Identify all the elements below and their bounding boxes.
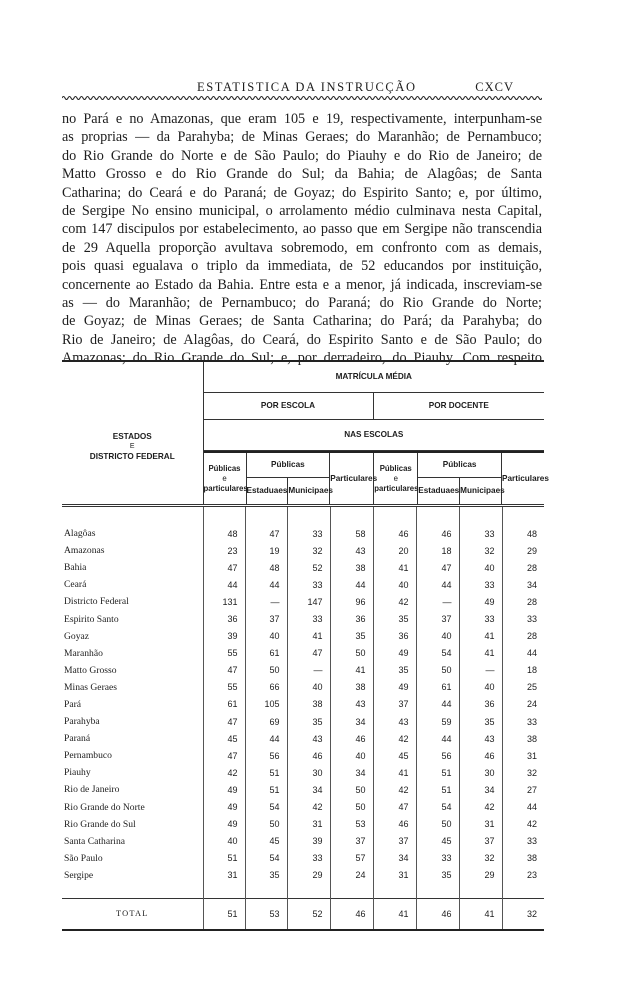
cell-value: 47 — [373, 799, 416, 816]
cell-value: 45 — [416, 833, 459, 850]
cell-value: 44 — [203, 576, 245, 593]
cell-value: 131 — [203, 593, 245, 610]
state-name: Ceará — [64, 579, 87, 591]
sub-header-block — [203, 451, 549, 506]
cell-value: 41 — [459, 645, 502, 662]
cell-value: 40 — [373, 576, 416, 593]
state-name: Minas Geraes — [64, 681, 118, 693]
header-publicas-e-particulares — [204, 452, 247, 504]
state-name: Paraná — [64, 733, 91, 745]
cell-value: 57 — [330, 850, 373, 867]
cell-value: 69 — [245, 713, 287, 730]
cell-value: 32 — [502, 764, 544, 781]
cell-value: 36 — [203, 610, 245, 627]
header-particulares: Particulares — [330, 452, 374, 504]
cell-value: 66 — [245, 679, 287, 696]
state-name: Espirito Santo — [64, 613, 119, 625]
table-row — [62, 799, 544, 816]
cell-value: 34 — [330, 713, 373, 730]
table-row — [62, 506, 544, 543]
cell-value: 47 — [287, 645, 330, 662]
cell-value: 37 — [459, 833, 502, 850]
enrollment-table — [62, 360, 549, 931]
states-header-line: DISTRICTO FEDERAL — [89, 452, 175, 461]
cell-value: 41 — [459, 628, 502, 645]
cell-value: 46 — [416, 506, 459, 543]
cell-value: 56 — [416, 747, 459, 764]
states-header-line: E — [129, 443, 135, 450]
header-publicas: Públicas — [246, 452, 330, 478]
cell-value: 24 — [502, 696, 544, 713]
table-row — [62, 610, 544, 627]
cell-value: 34 — [459, 781, 502, 798]
cell-value: 37 — [373, 833, 416, 850]
header-matricula-media: MATRÍCULA MÉDIA — [203, 361, 544, 393]
cell-value: — — [287, 662, 330, 679]
table-row — [62, 713, 544, 730]
cell-value: 45 — [203, 730, 245, 747]
cell-value: 32 — [287, 542, 330, 559]
cell-value: 42 — [373, 730, 416, 747]
table-row — [62, 867, 544, 899]
cell-value: 38 — [287, 696, 330, 713]
cell-value: 48 — [203, 506, 245, 543]
text-line: concernente ao Estado da Bahia. Entre esta e a menor, já indicada, inscreviam-se — [62, 276, 542, 293]
cell-value: 45 — [373, 747, 416, 764]
text-line: de Sergipe No ensino municipal, o arrolamento médio culminava nesta Capital, — [62, 203, 542, 220]
cell-value: 34 — [373, 850, 416, 867]
table-row — [62, 850, 544, 867]
table-row — [62, 816, 544, 833]
cell-value: 40 — [459, 559, 502, 576]
cell-value: 28 — [502, 559, 544, 576]
cell-value: 44 — [416, 576, 459, 593]
cell-value: 49 — [203, 799, 245, 816]
cell-value: 47 — [203, 747, 245, 764]
state-name: Bahia — [64, 562, 87, 574]
cell-value: 34 — [502, 576, 544, 593]
cell-value: 44 — [502, 645, 544, 662]
state-name: Rio Grande do Norte — [64, 801, 145, 813]
cell-value: 31 — [203, 867, 245, 899]
cell-value: 54 — [245, 850, 287, 867]
cell-value: — — [416, 593, 459, 610]
cell-value: 50 — [330, 781, 373, 798]
text-line: no Pará e no Amazonas, que eram 105 e 19, respectivamente, interpunham-se — [62, 111, 542, 127]
header-pp-line: e — [393, 473, 398, 483]
cell-value: 23 — [502, 867, 544, 899]
cell-value: 33 — [287, 506, 330, 543]
total-row — [62, 898, 544, 930]
cell-value: 49 — [459, 593, 502, 610]
header-pp-line: particulares — [374, 483, 419, 493]
cell-value: 38 — [330, 559, 373, 576]
cell-value: 18 — [502, 662, 544, 679]
total-value: 41 — [373, 898, 416, 930]
table-row — [62, 764, 544, 781]
header-estaduaes: Estaduaes — [418, 478, 460, 505]
total-label: TOTAL — [62, 898, 203, 930]
total-value: 52 — [287, 898, 330, 930]
cell-value: 46 — [373, 816, 416, 833]
cell-value: 43 — [287, 730, 330, 747]
state-name: Parahyba — [64, 716, 100, 728]
cell-value: 55 — [203, 645, 245, 662]
cell-value: 35 — [287, 713, 330, 730]
cell-value: 35 — [416, 867, 459, 899]
cell-value: 33 — [502, 713, 544, 730]
state-name: Amazonas — [64, 545, 105, 557]
cell-value: 36 — [459, 696, 502, 713]
table-row — [62, 593, 544, 610]
cell-value: 29 — [502, 542, 544, 559]
cell-value: 30 — [459, 764, 502, 781]
cell-value: 49 — [203, 781, 245, 798]
table-row — [62, 559, 544, 576]
state-name: Goyaz — [64, 630, 90, 642]
table-row — [62, 781, 544, 798]
cell-value: 50 — [245, 662, 287, 679]
header-por-docente: POR DOCENTE — [373, 393, 544, 420]
cell-value: 19 — [245, 542, 287, 559]
table-row — [62, 542, 544, 559]
cell-value: 55 — [203, 679, 245, 696]
cell-value: 33 — [459, 610, 502, 627]
cell-value: 31 — [373, 867, 416, 899]
state-name: Piauhy — [64, 767, 91, 779]
page-header — [62, 78, 542, 108]
cell-value: 33 — [287, 850, 330, 867]
cell-value: 96 — [330, 593, 373, 610]
cell-value: 32 — [459, 542, 502, 559]
cell-value: 32 — [459, 850, 502, 867]
state-name: Pernambuco — [64, 750, 112, 762]
cell-value: 47 — [203, 662, 245, 679]
table-row — [62, 662, 544, 679]
cell-value: 54 — [416, 799, 459, 816]
cell-value: 43 — [330, 542, 373, 559]
text-line: Matto Grosso e do Rio Grande do Sul; da Bahia; de Alagôas; de Santa — [62, 166, 542, 183]
cell-value: 33 — [502, 833, 544, 850]
cell-value: 41 — [373, 764, 416, 781]
cell-value: 39 — [287, 833, 330, 850]
cell-value: 35 — [373, 610, 416, 627]
cell-value: 44 — [416, 730, 459, 747]
cell-value: 31 — [459, 816, 502, 833]
cell-value: 38 — [330, 679, 373, 696]
cell-value: 49 — [203, 816, 245, 833]
cell-value: 44 — [502, 799, 544, 816]
cell-value: 48 — [245, 559, 287, 576]
cell-value: 31 — [287, 816, 330, 833]
cell-value: 47 — [203, 559, 245, 576]
column-header-states — [62, 361, 203, 506]
cell-value: 33 — [287, 610, 330, 627]
cell-value: 42 — [287, 799, 330, 816]
page-number: CXCV — [475, 80, 514, 94]
state-name: Rio Grande do Sul — [64, 818, 136, 830]
total-value: 46 — [330, 898, 373, 930]
cell-value: 49 — [373, 645, 416, 662]
header-por-escola: POR ESCOLA — [203, 393, 373, 420]
table-row — [62, 628, 544, 645]
cell-value: 61 — [416, 679, 459, 696]
cell-value: 42 — [373, 593, 416, 610]
total-value: 51 — [203, 898, 245, 930]
cell-value: 49 — [373, 679, 416, 696]
cell-value: — — [245, 593, 287, 610]
cell-value: 46 — [459, 747, 502, 764]
text-line: Catharina; do Ceará e do Paraná; de Goyaz; do Espirito Santo; e, por último, — [62, 184, 542, 201]
cell-value: 39 — [203, 628, 245, 645]
cell-value: 38 — [502, 730, 544, 747]
cell-value: 33 — [459, 506, 502, 543]
cell-value: 34 — [330, 764, 373, 781]
state-name: Maranhão — [64, 647, 103, 659]
cell-value: 42 — [502, 816, 544, 833]
header-pp-line: particulares — [203, 483, 248, 493]
cell-value: 42 — [373, 781, 416, 798]
cell-value: 61 — [245, 645, 287, 662]
cell-value: 46 — [330, 730, 373, 747]
cell-value: 52 — [287, 559, 330, 576]
table-body — [62, 506, 544, 899]
header-pp-line: Públicas — [208, 463, 241, 473]
cell-value: 51 — [416, 764, 459, 781]
state-name: Rio de Janeiro — [64, 784, 120, 796]
cell-value: 27 — [502, 781, 544, 798]
state-name: Santa Catharina — [64, 835, 126, 847]
text-line: Rio de Janeiro; de Alagôas, do Ceará, do Espirito Santo e de São Paulo; do — [62, 331, 542, 348]
table-row — [62, 747, 544, 764]
total-value: 41 — [459, 898, 502, 930]
cell-value: 50 — [245, 816, 287, 833]
sub-header-grid — [203, 451, 549, 504]
cell-value: 20 — [373, 542, 416, 559]
cell-value: 40 — [459, 679, 502, 696]
cell-value: — — [459, 662, 502, 679]
cell-value: 44 — [416, 696, 459, 713]
table-row — [62, 696, 544, 713]
cell-value: 44 — [245, 576, 287, 593]
cell-value: 35 — [373, 662, 416, 679]
cell-value: 51 — [245, 781, 287, 798]
total-value: 32 — [502, 898, 544, 930]
cell-value: 30 — [287, 764, 330, 781]
cell-value: 47 — [416, 559, 459, 576]
cell-value: 35 — [459, 713, 502, 730]
cell-value: 54 — [416, 645, 459, 662]
cell-value: 24 — [330, 867, 373, 899]
wavy-rule — [62, 94, 542, 102]
cell-value: 36 — [373, 628, 416, 645]
cell-value: 47 — [245, 506, 287, 543]
cell-value: 40 — [287, 679, 330, 696]
cell-value: 33 — [287, 576, 330, 593]
cell-value: 43 — [330, 696, 373, 713]
cell-value: 37 — [373, 696, 416, 713]
text-line: as proprias — da Parahyba; de Minas Geraes; do Maranhão; de Pernambuco; — [62, 129, 542, 146]
cell-value: 50 — [416, 662, 459, 679]
cell-value: 47 — [203, 713, 245, 730]
cell-value: 50 — [416, 816, 459, 833]
total-value: 53 — [245, 898, 287, 930]
text-line: com 147 discipulos por estabelecimento, ao passo que em Sergipe não transcendia — [62, 221, 542, 238]
running-title: ESTATISTICA DA INSTRUCÇÃO — [197, 80, 417, 94]
cell-value: 56 — [245, 747, 287, 764]
cell-value: 50 — [330, 799, 373, 816]
cell-value: 42 — [459, 799, 502, 816]
cell-value: 46 — [287, 747, 330, 764]
cell-value: 37 — [245, 610, 287, 627]
cell-value: 44 — [330, 576, 373, 593]
cell-value: 41 — [330, 662, 373, 679]
state-name: São Paulo — [64, 852, 103, 864]
body-paragraph — [62, 110, 542, 368]
text-line: as — do Maranhão; de Pernambuco; do Paraná; do Rio Grande do Norte; — [62, 295, 542, 312]
cell-value: 35 — [245, 867, 287, 899]
header-pp-line: e — [222, 473, 227, 483]
cell-value: 36 — [330, 610, 373, 627]
cell-value: 40 — [245, 628, 287, 645]
cell-value: 28 — [502, 593, 544, 610]
cell-value: 46 — [373, 506, 416, 543]
header-publicas: Públicas — [418, 452, 502, 478]
cell-value: 51 — [416, 781, 459, 798]
cell-value: 43 — [373, 713, 416, 730]
cell-value: 29 — [287, 867, 330, 899]
cell-value: 59 — [416, 713, 459, 730]
text-line: Amazonas; do Rio Grande do Sul; e, por derradeiro, do Piauhy. Com respeito — [62, 350, 542, 367]
state-name: Matto Grosso — [64, 664, 117, 676]
states-header-line: ESTADOS — [112, 432, 152, 441]
cell-value: 50 — [330, 645, 373, 662]
header-municipaes: Municipaes — [288, 478, 330, 505]
state-name: Alagôas — [64, 528, 96, 540]
table-row — [62, 730, 544, 747]
cell-value: 61 — [203, 696, 245, 713]
state-name: Districto Federal — [64, 596, 129, 608]
header-estaduaes: Estaduaes — [246, 478, 288, 505]
cell-value: 43 — [459, 730, 502, 747]
state-name: Sergipe — [64, 869, 94, 881]
table-row — [62, 833, 544, 850]
header-publicas-e-particulares — [374, 452, 418, 504]
cell-value: 45 — [245, 833, 287, 850]
cell-value: 33 — [416, 850, 459, 867]
cell-value: 54 — [245, 799, 287, 816]
text-line: de 29 Aquella proporção avultava sobremodo, em confronto com as demais, — [62, 239, 542, 256]
cell-value: 41 — [373, 559, 416, 576]
total-value: 46 — [416, 898, 459, 930]
cell-value: 28 — [502, 628, 544, 645]
cell-value: 41 — [287, 628, 330, 645]
cell-value: 33 — [502, 610, 544, 627]
table-row — [62, 576, 544, 593]
cell-value: 53 — [330, 816, 373, 833]
cell-value: 18 — [416, 542, 459, 559]
cell-value: 40 — [330, 747, 373, 764]
text-line: pois quasi egualava o triplo da immediata, de 52 educandos por instituição, — [62, 258, 542, 275]
cell-value: 29 — [459, 867, 502, 899]
cell-value: 37 — [330, 833, 373, 850]
cell-value: 35 — [330, 628, 373, 645]
text-line: de Goyaz; de Minas Geraes; de Santa Catharina; do Pará; da Parahyba; do — [62, 313, 542, 330]
state-name: Pará — [64, 698, 82, 710]
header-nas-escolas: NAS ESCOLAS — [203, 420, 544, 451]
text-line: do Rio Grande do Norte e de São Paulo; do Piauhy e do Rio de Janeiro; de — [62, 147, 542, 164]
header-municipaes: Municipaes — [460, 478, 502, 505]
cell-value: 34 — [287, 781, 330, 798]
cell-value: 40 — [416, 628, 459, 645]
cell-value: 58 — [330, 506, 373, 543]
cell-value: 105 — [245, 696, 287, 713]
table-row — [62, 679, 544, 696]
cell-value: 51 — [203, 850, 245, 867]
table-row — [62, 645, 544, 662]
cell-value: 31 — [502, 747, 544, 764]
cell-value: 40 — [203, 833, 245, 850]
cell-value: 37 — [416, 610, 459, 627]
cell-value: 44 — [245, 730, 287, 747]
cell-value: 23 — [203, 542, 245, 559]
cell-value: 147 — [287, 593, 330, 610]
cell-value: 25 — [502, 679, 544, 696]
cell-value: 33 — [459, 576, 502, 593]
header-particulares: Particulares — [502, 452, 545, 504]
header-pp-line: Públicas — [379, 463, 412, 473]
cell-value: 51 — [245, 764, 287, 781]
cell-value: 48 — [502, 506, 544, 543]
cell-value: 42 — [203, 764, 245, 781]
cell-value: 38 — [502, 850, 544, 867]
